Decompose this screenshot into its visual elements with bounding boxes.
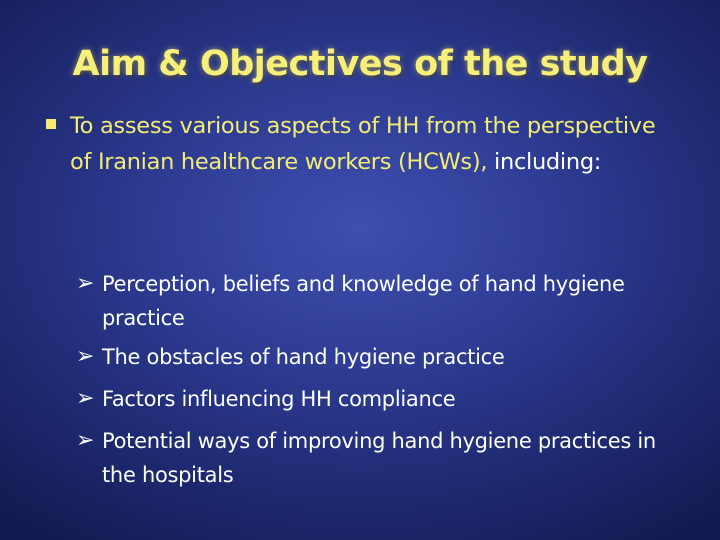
main-bullet-text xyxy=(70,108,666,180)
main-bullet-text-tail: including: xyxy=(487,149,602,175)
arrowhead-bullet-icon: ➢ xyxy=(76,428,95,453)
square-bullet-icon xyxy=(46,119,56,129)
arrowhead-bullet-icon: ➢ xyxy=(76,344,95,369)
sub-bullet-text: The obstacles of hand hygiene practice xyxy=(102,345,505,369)
sub-bullet-item xyxy=(76,337,656,377)
arrowhead-bullet-icon: ➢ xyxy=(76,386,95,411)
sub-bullet-item xyxy=(76,379,656,419)
arrowhead-bullet-icon: ➢ xyxy=(76,271,95,296)
sub-bullet-item xyxy=(76,264,656,335)
sub-bullet-text: Perception, beliefs and knowledge of hand hygiene practice xyxy=(102,272,625,330)
sub-bullet-list xyxy=(76,264,656,494)
sub-bullet-text: Factors influencing HH compliance xyxy=(102,387,456,411)
sub-bullet-item xyxy=(76,421,656,492)
main-bullet-point xyxy=(46,108,666,180)
main-bullet-text-highlight: To assess various aspects of HH from the perspective of Iranian healthcare workers (HCWs), xyxy=(70,113,656,175)
sub-bullet-text: Potential ways of improving hand hygiene practices in the hospitals xyxy=(102,429,656,487)
slide-title: Aim & Objectives of the study xyxy=(72,44,648,84)
